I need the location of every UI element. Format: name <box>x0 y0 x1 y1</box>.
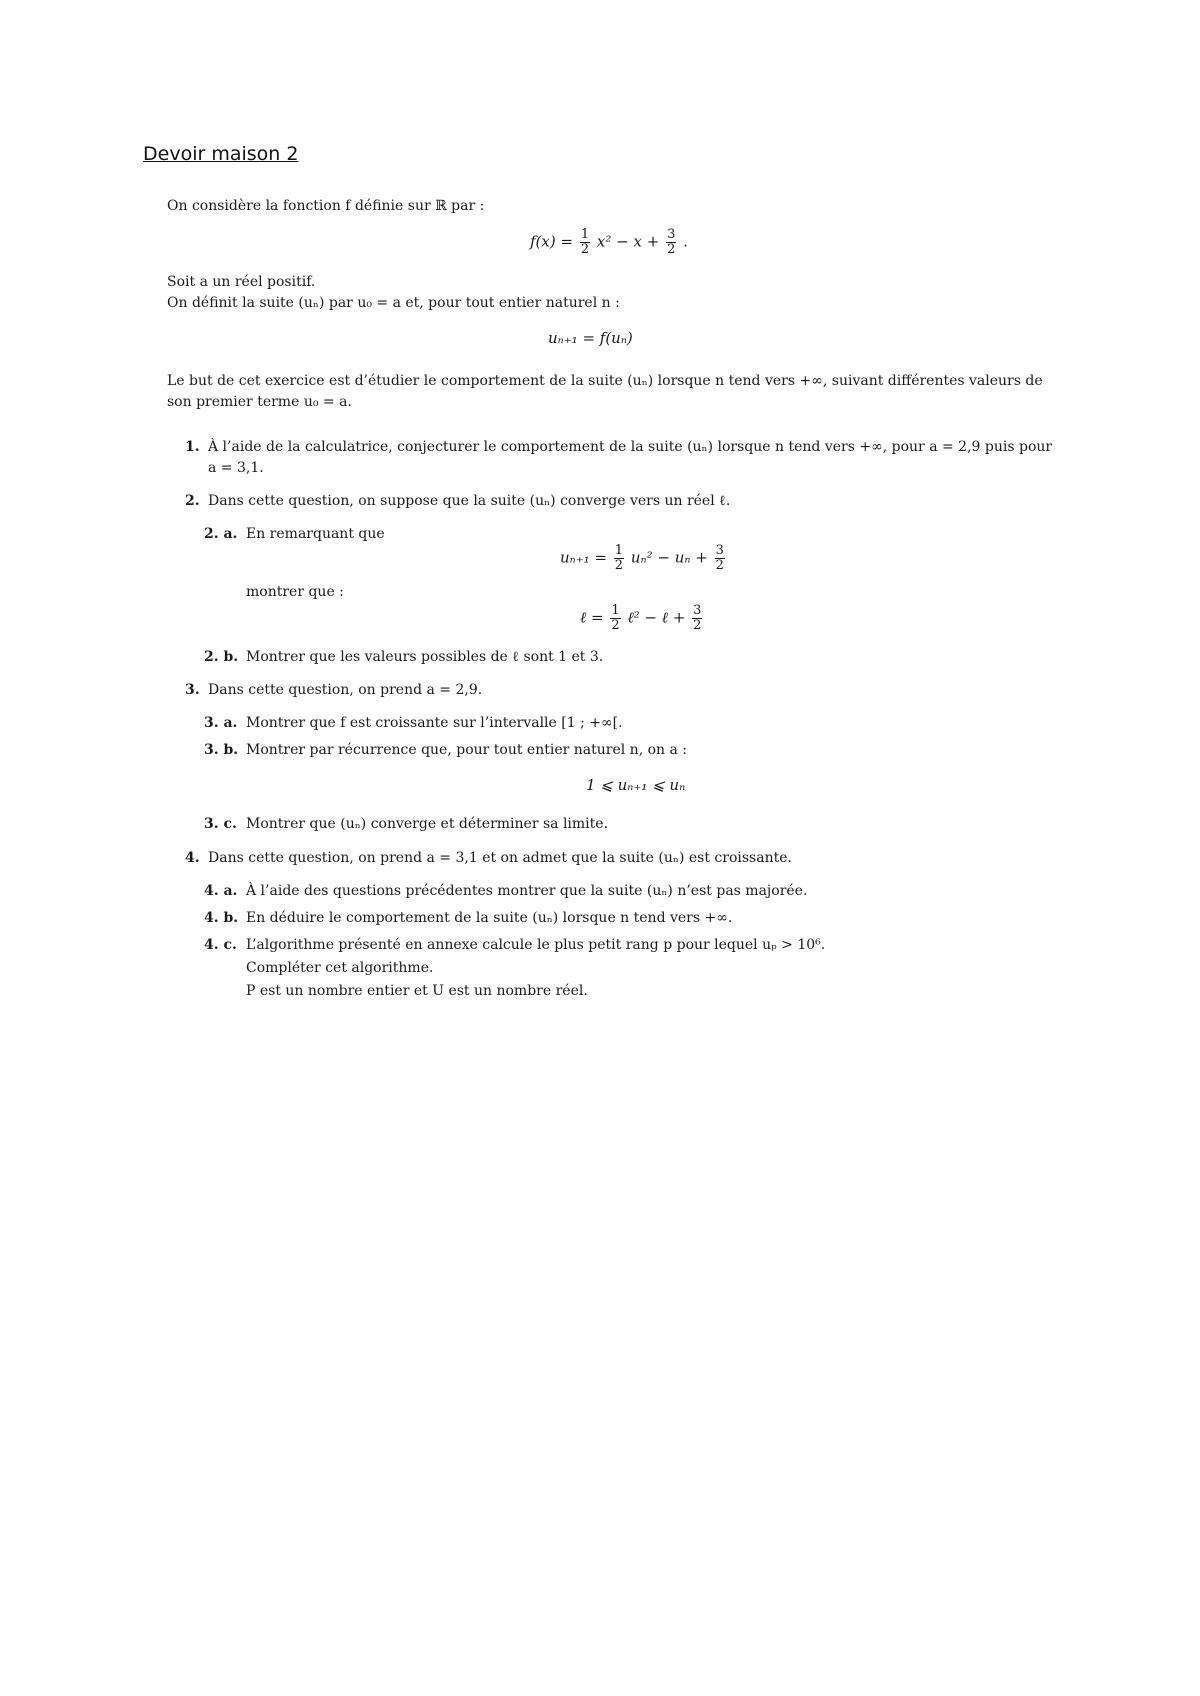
goal-line-1: Le but de cet exercice est d’étudier le comportement de la suite (uₙ) lorsque n tend vers +∞, suivant différentes valeurs de <box>167 373 1043 389</box>
text-real-a: Soit a un réel positif. <box>167 274 316 290</box>
q4c-line-2: Compléter cet algorithme. <box>246 960 434 976</box>
text-sequence-definition: On définit la suite (uₙ) par u₀ = a et, pour tout entier naturel n : <box>167 295 620 311</box>
eq-q2a-frac1-den: 2 <box>614 558 624 573</box>
q4a-number: 4. a. <box>204 883 238 899</box>
eq-l-mid: ℓ² − ℓ + <box>627 608 686 627</box>
eq-q2a-frac2-den: 2 <box>715 558 724 573</box>
q3-text: Dans cette question, on prend a = 2,9. <box>208 682 483 698</box>
q1-line-1: À l’aide de la calculatrice, conjecturer le comportement de la suite (uₙ) lorsque n tend vers +∞, pour a = 2,9 puis pour <box>208 439 1053 455</box>
eq-l-frac2-num: 3 <box>693 603 702 618</box>
eq-f-end: . <box>683 232 688 251</box>
q2a-text: En remarquant que <box>246 526 385 542</box>
eq-f-frac2 <box>666 228 676 257</box>
eq-l-frac1-num: 1 <box>611 603 620 618</box>
eq-q2a-frac2-num: 3 <box>715 543 724 558</box>
recurrence-equation: uₙ₊₁ = f(uₙ) <box>548 329 633 347</box>
eq-f-lhs: f(x) = <box>530 232 574 251</box>
eq-f-mid: x² − x + <box>596 232 660 251</box>
intro-text: On considère la fonction f définie sur ℝ par : <box>167 198 485 214</box>
q3c-number: 3. c. <box>204 816 237 832</box>
q4c-line-3: P est un nombre entier et U est un nombre réel. <box>246 983 588 999</box>
eq-f-frac2-num: 3 <box>667 227 676 242</box>
function-equation <box>530 228 688 257</box>
limit-equation <box>580 604 704 633</box>
q2-text: Dans cette question, on suppose que la suite (uₙ) converge vers un réel ℓ. <box>208 493 731 509</box>
eq-f-frac1 <box>580 228 590 257</box>
eq-q2a-lhs: uₙ₊₁ = <box>560 548 608 567</box>
q2-number: 2. <box>185 493 200 509</box>
q2b-number: 2. b. <box>204 649 239 665</box>
eq-l-frac1 <box>610 604 620 633</box>
eq-l-frac1-den: 2 <box>611 618 620 633</box>
q3a-text: Montrer que f est croissante sur l’intervalle [1 ; +∞[. <box>246 715 623 731</box>
eq-q2a-mid: uₙ² − uₙ + <box>630 548 708 567</box>
q2a-equation <box>560 544 727 573</box>
eq-f-frac2-den: 2 <box>667 242 676 257</box>
page-title: Devoir maison 2 <box>143 143 299 165</box>
eq-q2a-frac1 <box>614 544 624 573</box>
q4b-number: 4. b. <box>204 910 239 926</box>
q3c-text: Montrer que (uₙ) converge et déterminer sa limite. <box>246 816 609 832</box>
q4a-text: À l’aide des questions précédentes montrer que la suite (uₙ) n’est pas majorée. <box>246 883 808 899</box>
q4b-text: En déduire le comportement de la suite (uₙ) lorsque n tend vers +∞. <box>246 910 733 926</box>
eq-f-frac1-num: 1 <box>580 227 590 242</box>
q3b-number: 3. b. <box>204 742 239 758</box>
q2a-number: 2. a. <box>204 526 238 542</box>
q2b-text: Montrer que les valeurs possibles de ℓ sont 1 et 3. <box>246 649 604 665</box>
q3-number: 3. <box>185 682 200 698</box>
eq-q2a-frac2 <box>715 544 725 573</box>
q4c-number: 4. c. <box>204 937 237 953</box>
eq-l-lhs: ℓ = <box>580 608 604 627</box>
q1-number: 1. <box>185 439 200 455</box>
q3a-number: 3. a. <box>204 715 238 731</box>
q4-number: 4. <box>185 850 200 866</box>
eq-q2a-frac1-num: 1 <box>614 543 624 558</box>
q3b-inequality: 1 ⩽ uₙ₊₁ ⩽ uₙ <box>586 776 686 794</box>
eq-l-frac2 <box>692 604 702 633</box>
eq-f-frac1-den: 2 <box>580 242 590 257</box>
eq-l-frac2-den: 2 <box>693 618 702 633</box>
q3b-text: Montrer par récurrence que, pour tout entier naturel n, on a : <box>246 742 688 758</box>
goal-line-2: son premier terme u₀ = a. <box>167 394 352 410</box>
q2a-show-text: montrer que : <box>246 584 344 600</box>
q4c-line-1: L’algorithme présenté en annexe calcule le plus petit rang p pour lequel uₚ > 10⁶. <box>246 937 826 953</box>
q4-text: Dans cette question, on prend a = 3,1 et on admet que la suite (uₙ) est croissante. <box>208 850 792 866</box>
q1-line-2: a = 3,1. <box>208 460 264 476</box>
